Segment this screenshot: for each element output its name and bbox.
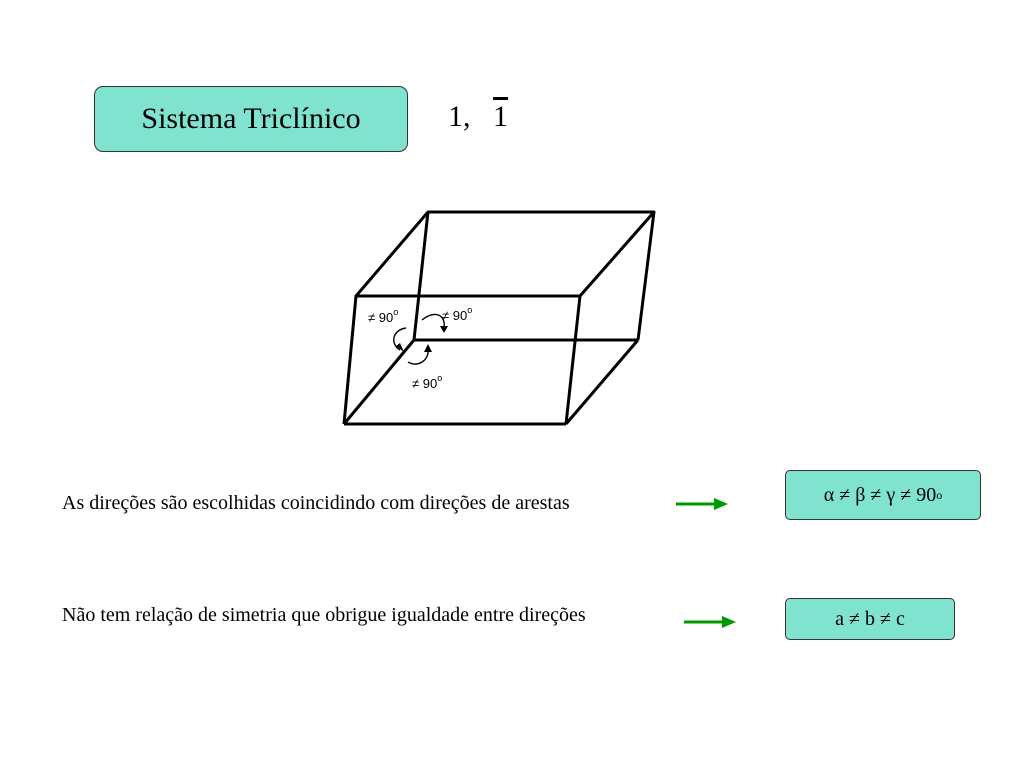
cell-edge-front-right [566, 296, 580, 424]
cell-edge-mid-diagonal [344, 340, 414, 424]
arrow-right-icon [682, 612, 738, 632]
formula-edges-text: a ≠ b ≠ c [835, 607, 905, 630]
inversion-symbol: 1 [493, 100, 508, 133]
formula-box-edges [785, 598, 955, 640]
cell-edge-back-left [414, 212, 428, 340]
formula-angles-degree: o [936, 487, 943, 502]
statement-edges-directions: As direções são escolhidas coincidindo com direções de arestas [62, 492, 570, 514]
arrow-right-icon [674, 494, 730, 514]
angle-label-left: ≠ $90^o$ [368, 307, 399, 325]
statement-no-symmetry: Não tem relação de simetria que obrigue igualdade entre direções [62, 604, 586, 626]
angle-arc-right [422, 314, 444, 328]
angle-arrowhead-right [440, 326, 448, 333]
angle-arrowhead-bottom [424, 344, 432, 352]
symmetry-elements [448, 100, 508, 134]
cell-edge-back-right [638, 212, 654, 340]
cell-top-face [356, 212, 654, 296]
symmetry-prefix: 1, [448, 100, 493, 133]
formula-angles-text: α ≠ β ≠ γ ≠ 90 [823, 483, 937, 506]
slide-title: Sistema Triclínico [141, 102, 361, 135]
title-box [94, 86, 408, 152]
angle-label-right: ≠ $90^o$ [442, 305, 473, 323]
triclinic-cell-diagram [330, 200, 670, 440]
cell-edge-front-left [344, 296, 356, 424]
formula-box-angles [785, 470, 981, 520]
cell-edge-bottom-right [566, 340, 638, 424]
angle-label-bottom: ≠ $90^o$ [412, 373, 443, 391]
